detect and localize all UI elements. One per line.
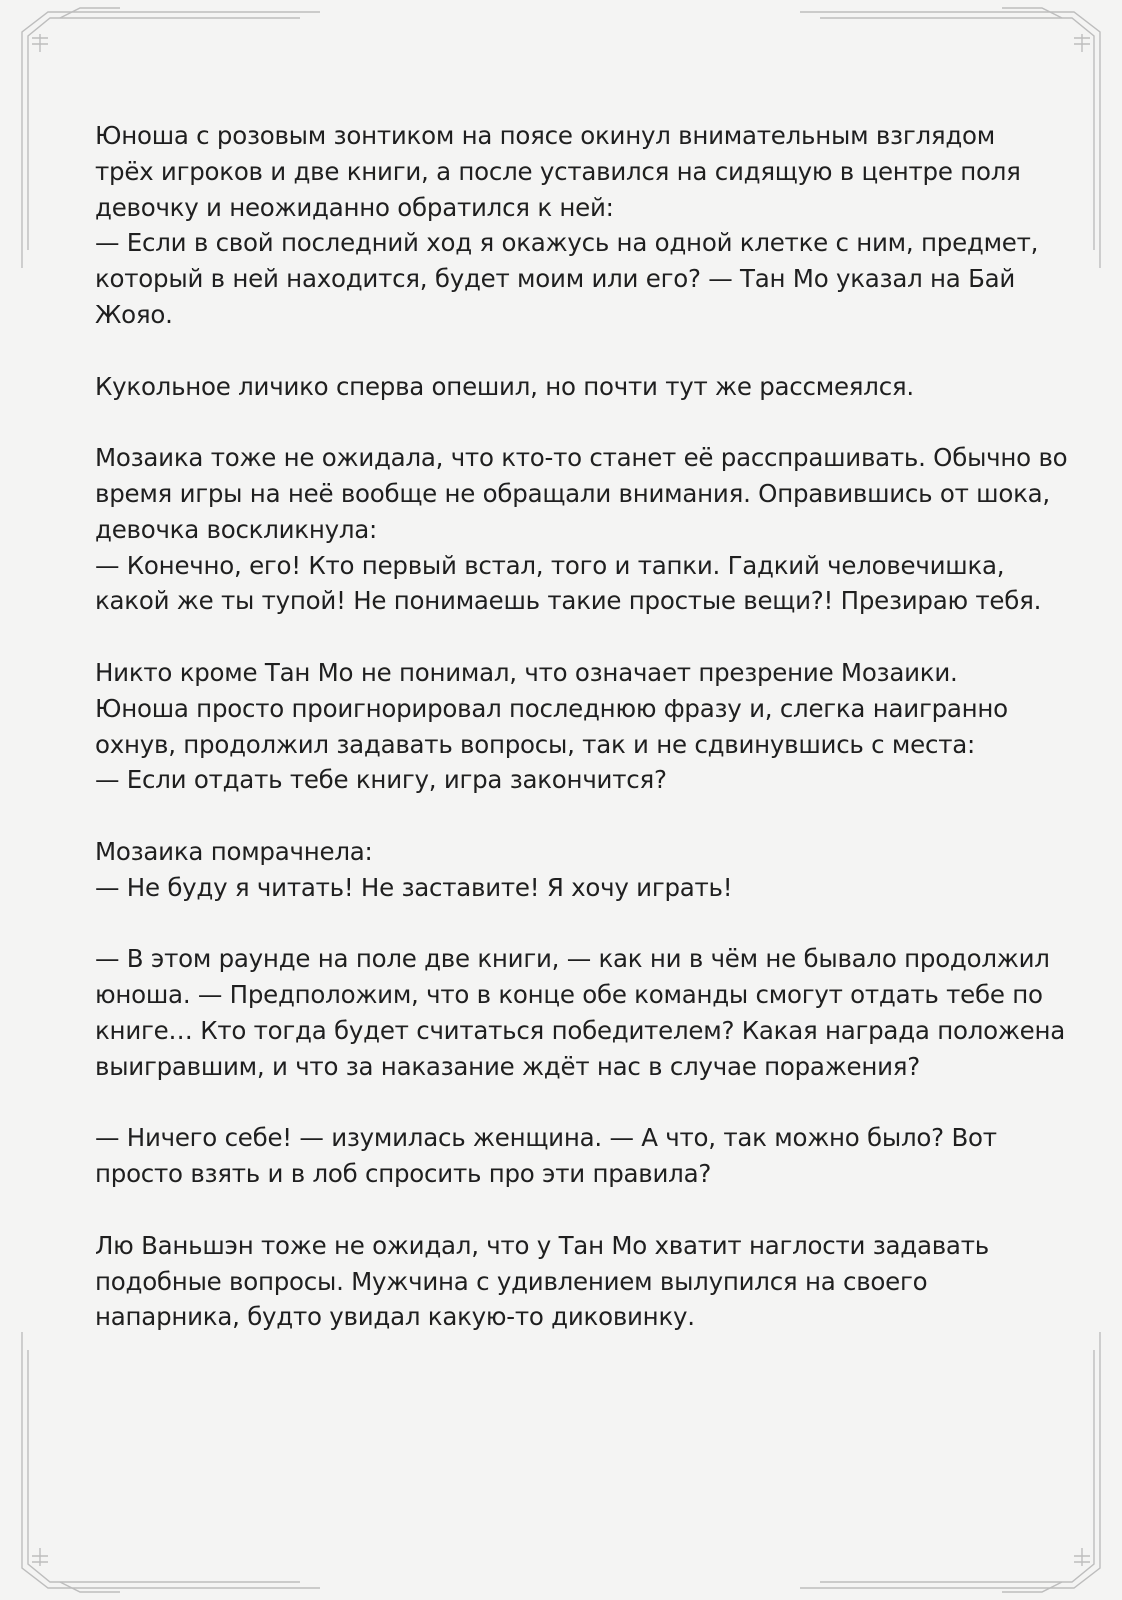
text-line: девочка воскликнула: <box>95 514 378 544</box>
paragraph-3 <box>95 440 1068 619</box>
text-line: трёх игроков и две книги, а после уставился на сидящую в центре поля <box>95 156 1021 186</box>
text-line: Лю Ваньшэн тоже не ожидал, что у Тан Мо хватит наглости задавать <box>95 1230 989 1260</box>
text-line: охнув, продолжил задавать вопросы, так и не сдвинувшись с места: <box>95 729 975 759</box>
text-line: который в ней находится, будет моим или его? — Тан Мо указал на Бай <box>95 264 1016 294</box>
story-text <box>95 118 1068 1371</box>
text-line: — Не буду я читать! Не заставите! Я хочу играть! <box>95 872 733 902</box>
text-line: девочку и неожиданно обратился к ней: <box>95 192 614 222</box>
paragraph-2 <box>95 369 1035 405</box>
frame-corner-bottom-left <box>22 1332 320 1592</box>
text-line: Кукольное личико сперва опешил, но почти тут же рассмеялся. <box>95 371 914 401</box>
paragraph-7 <box>95 1120 1035 1192</box>
text-line: — Если в свой последний ход я окажусь на одной клетке с ним, предмет, <box>95 228 1039 258</box>
text-line: Мозаика помрачнела: <box>95 836 373 866</box>
text-line: время игры на неё вообще не обращали внимания. Оправившись от шока, <box>95 478 1050 508</box>
text-line: книге… Кто тогда будет считаться победителем? Какая награда положена <box>95 1015 1066 1045</box>
text-line: просто взять и в лоб спросить про эти правила? <box>95 1159 712 1189</box>
text-line: — Если отдать тебе книгу, игра закончится? <box>95 765 667 795</box>
paragraph-5 <box>95 834 1035 906</box>
text-line: Жояо. <box>95 299 173 329</box>
text-line: Никто кроме Тан Мо не понимал, что означает презрение Мозаики. <box>95 657 958 687</box>
paragraph-4 <box>95 655 1035 798</box>
text-line: Мозаика тоже не ожидала, что кто-то станет её расспрашивать. Обычно во <box>95 443 1068 473</box>
text-line: какой же ты тупой! Не понимаешь такие простые вещи?! Презираю тебя. <box>95 586 1042 616</box>
text-line: — Конечно, его! Кто первый встал, того и тапки. Гадкий человечишка, <box>95 550 1005 580</box>
text-line: выигравшим, и что за наказание ждёт нас в случае поражения? <box>95 1051 921 1081</box>
text-line: напарника, будто увидал какую-то диковинку. <box>95 1302 695 1332</box>
paragraph-6 <box>95 941 1066 1084</box>
text-line: Юноша с розовым зонтиком на поясе окинул внимательным взглядом <box>95 121 996 150</box>
text-line: Юноша просто проигнорировал последнюю фразу и, слегка наигранно <box>95 693 1008 723</box>
frame-corner-bottom-right <box>800 1332 1100 1592</box>
text-line: подобные вопросы. Мужчина с удивлением вылупился на своего <box>95 1266 928 1296</box>
text-line: — Ничего себе! — изумилась женщина. — А что, так можно было? Вот <box>95 1123 997 1153</box>
text-line: — В этом раунде на поле две книги, — как ни в чём не бывало продолжил <box>95 944 1050 974</box>
paragraph-1 <box>95 118 1039 333</box>
paragraph-8 <box>95 1228 1035 1335</box>
text-line: юноша. — Предположим, что в конце обе команды смогут отдать тебе по <box>95 980 1043 1010</box>
